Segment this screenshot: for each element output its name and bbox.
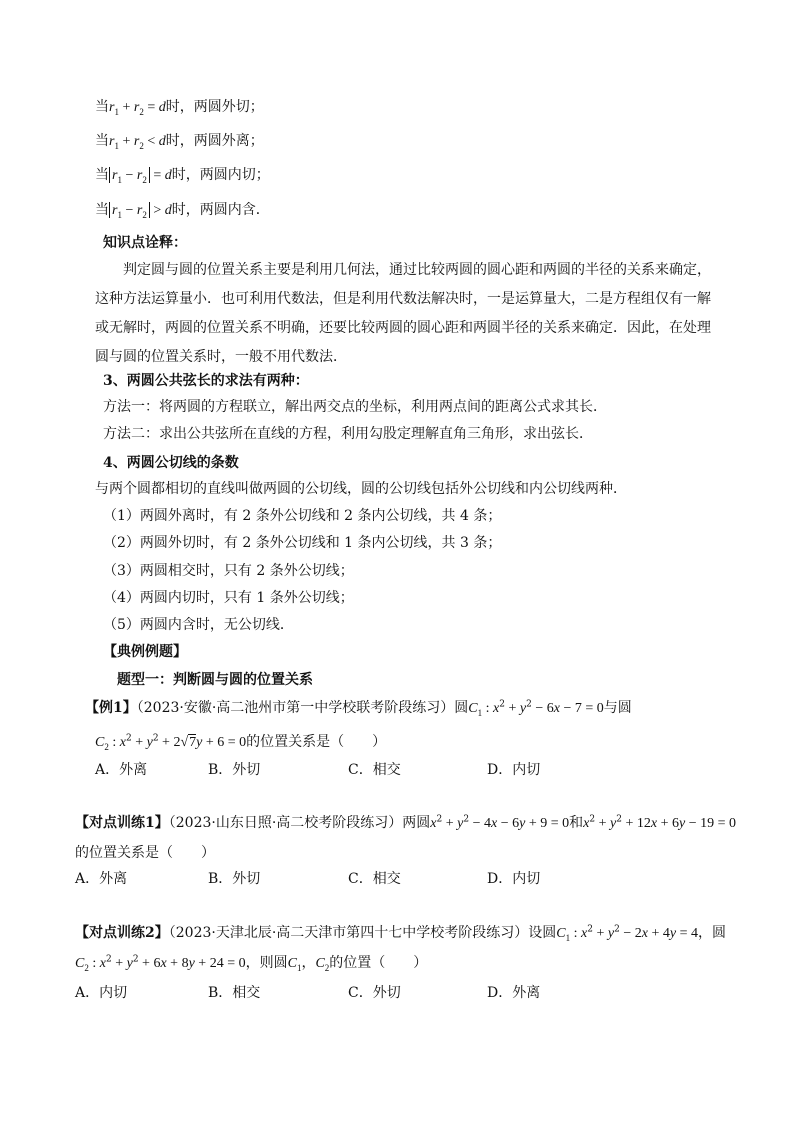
drill2-option-b: B．相交	[208, 985, 261, 1001]
condition-internal-tangent: 当 $r_1 - r_2 = d$时，两圆内切；	[95, 167, 270, 185]
section3-heading: 3、两圆公共弦长的求法有两种：	[103, 373, 309, 389]
example1-line1: 【例1】（2023·安徽·高二池州市第一中学校联考阶段练习）圆$C_1$ : $x^2 + y^2 - 6x - 7 = 0$与圆	[85, 699, 632, 718]
examples-heading: 【典例例题】	[103, 644, 187, 660]
section4-intro: 与两个圆都相切的直线叫做两圆的公切线，圆的公切线包括外公切线和内公切线两种．	[95, 481, 627, 497]
example1-option-b: B．外切	[208, 762, 261, 778]
drill1-option-c: C．相交	[348, 871, 401, 887]
section3-method2: 方法二：求出公共弦所在直线的方程，利用勾股定理解直角三角形，求出弦长．	[103, 426, 593, 442]
example1-option-a: A．外离	[95, 762, 148, 778]
section4-item-5: （5）两圆内含时，无公切线．	[103, 617, 294, 633]
drill2-option-a: A．内切	[75, 985, 128, 1001]
section4-item-1: （1）两圆外离时，有 2 条外公切线和 2 条内公切线，共 4 条；	[103, 508, 502, 524]
example1-option-d: D．内切	[487, 762, 541, 778]
explain-paragraph: 判定圆与圆的位置关系主要是利用几何法，通过比较两圆的圆心距和两圆的半径的关系来确定，这种方法运算量小．也可利用代数法，但是利用代数法解决时，一是运算量大，二是方程组仅有一解或无解时，两圆的位置关系不明确，还要比较两圆的圆心距和两圆半径的关系来确定．因此，在处理圆与圆的位置关系时，一般不用代数法．	[95, 262, 711, 365]
explain-heading: 知识点诠释：	[103, 235, 187, 251]
section4-heading: 4、两圆公切线的条数	[103, 455, 239, 471]
condition-contained: 当 $r_1 - r_2 > d$时，两圆内含．	[95, 202, 270, 220]
drill1-option-b: B．外切	[208, 871, 261, 887]
drill1-option-d: D．内切	[487, 871, 541, 887]
example1-option-c: C．相交	[348, 762, 401, 778]
drill1-line1: 【对点训练1】（2023·山东日照·高二校考阶段练习）两圆$x^2 + y^2 - 4x - 6y + 9 = 0$和$x^2 + y^2 + 12x + 6y - 19 = 0$	[75, 814, 736, 831]
example1-line2: $C_2$ : $x^2 + y^2 + 2√7y + 6 = 0$的位置关系是（ ）	[95, 733, 387, 752]
section4-item-2: （2）两圆外切时，有 2 条外公切线和 1 条内公切线，共 3 条；	[103, 535, 502, 551]
drill1-line2: 的位置关系是（ ）	[75, 845, 215, 861]
drill2-option-d: D．外离	[487, 985, 541, 1001]
drill1-option-a: A．外离	[75, 871, 128, 887]
condition-external-tangent: 当$r_1 + r_2 = d$时，两圆外切；	[95, 99, 264, 117]
section4-item-4: （4）两圆内切时，只有 1 条外公切线；	[103, 590, 354, 606]
type1-heading: 题型一：判断圆与圆的位置关系	[117, 672, 313, 688]
drill2-option-c: C．外切	[348, 985, 401, 1001]
section3-method1: 方法一：将两圆的方程联立，解出两交点的坐标，利用两点间的距离公式求其长．	[103, 399, 607, 415]
drill2-line2: $C_2$ : $x^2 + y^2 + 6x + 8y + 24 = 0$，则圆$C_1$，$C_2$的位置（ ）	[75, 954, 428, 973]
condition-separate: 当$r_1 + r_2 < d$时，两圆外离；	[95, 133, 264, 151]
drill2-line1: 【对点训练2】（2023·天津北辰·高二天津市第四十七中学校考阶段练习）设圆$C_1$ : $x^2 + y^2 - 2x + 4y = 4$，圆	[75, 924, 726, 943]
section4-item-3: （3）两圆相交时，只有 2 条外公切线；	[103, 563, 354, 579]
